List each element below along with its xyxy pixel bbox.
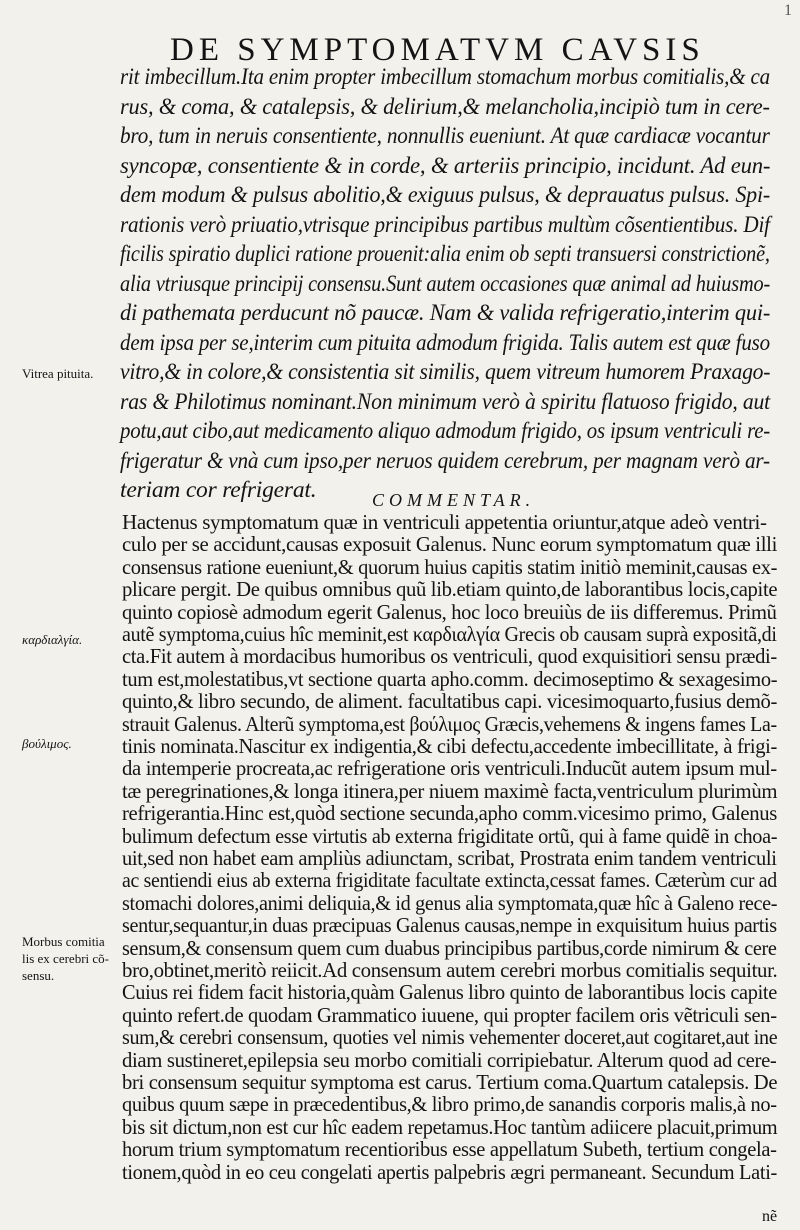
text-line: quinto refert.de quodam Grammatico iuuene, qui propter facilem oris vẽtriculi sen-	[122, 1002, 777, 1027]
text-line: rus, & coma, & catalepsis, & delirium,& melancholia,incipiò tum in cere-	[120, 93, 770, 120]
text-line: quinto,& libro secundo, de aliment. facultatibus capi. vicesimoquarto,fusius demõ-	[122, 689, 778, 714]
text-line: sentur,sequantur,in duas præcipuas Galenus causas,nempe in exquisitum huius partis	[122, 913, 777, 938]
running-head: DE SYMPTOMATVM CAVSIS	[170, 32, 705, 68]
text-line: culo per se accidunt,causas exposuit Galenus. Nunc eorum symptomatum quæ illi	[122, 532, 778, 557]
text-line: sum,& cerebri consensum, quoties vel nimis vehementer doceret,aut cogitaret,aut ine	[122, 1025, 778, 1050]
text-line: dem modum & pulsus abolitio,& exiguus pulsus, & deprauatus pulsus. Spi-	[120, 182, 771, 208]
text-line: refrigerantia.Hinc est,quòd sectione secunda,apho comm.vicesimo primo, Galenus	[122, 801, 777, 826]
text-line: quibus quum sæpe in præcedentibus,& libro primo,de sanandis corporis malis,à no-	[122, 1092, 777, 1117]
text-line: rit imbecillum.Ita enim propter imbecillum stomachum morbus comitialis,& ca	[120, 64, 770, 90]
text-line: consensus ratione eueniunt,& quorum huius capitis statim initiò meminit,causas ex-	[122, 554, 778, 579]
marginal-note-vitrea-pituita: Vitrea pituita.	[22, 366, 94, 381]
text-line: tæ peregrinationes,& longa itinera,per niuem maximè facta,ventriculum plurimùm	[122, 778, 778, 803]
text-line: syncopæ, consentiente & in corde, & arteriis principio, incidunt. Ad eun-	[120, 152, 771, 179]
text-line: tionem,quòd in eo ceu congelati apertis palpebris ægri permaneant. Secundum Lati-	[122, 1159, 777, 1184]
text-line: ras & Philotimus nominant.Non minimum verò à spiritu flatuoso frigido, aut	[120, 388, 770, 415]
text-line: potu,aut cibo,aut medicamento aliquo admodum frigido, os ipsum ventriculi re-	[120, 418, 771, 444]
text-line: sensum,& consensum quem cum duabus principibus partibus,corde nimirum & cere	[122, 935, 777, 960]
text-line: dem ipsa per se,interim cum pituita admodum frigida. Talis autem est quæ fuso	[120, 329, 770, 356]
catchword: nẽ	[762, 1208, 778, 1225]
text-line: strauit Galenus. Alterũ symptoma,est βούλιμος Græcis,vehemens & ingens fames La-	[122, 711, 777, 736]
text-line: teriam cor refrigerat.	[120, 477, 317, 503]
marginal-note-morbus-line-3: sensu.	[22, 968, 55, 983]
text-line: alia vtriusque principij consensu.Sunt autem occasiones quæ animal ad huiusmo-	[120, 270, 771, 297]
text-line: bro,obtinet,meritò reiicit.Ad consensum autem cerebri morbus comitialis sequitur.	[122, 958, 778, 982]
text-line: autẽ symptoma,cuius hîc meminit,est καρδιαλγία Grecis ob causam suprà expositã,di	[122, 622, 777, 646]
text-line: horum trium symptomatum recentioribus esse appellatum Subeth, tertium congela-	[122, 1137, 777, 1162]
page-number-mark: 1	[784, 2, 792, 19]
text-line: bulimum defectum esse virtutis ab externa frigiditate ortũ, qui à fame quidẽ in choa-	[122, 823, 778, 848]
marginal-note-kardialgia: καρδιαλγία.	[22, 632, 83, 647]
text-line: da intemperie procreata,ac refrigeratione oris ventriculi.Inducũt autem ipsum mul-	[122, 756, 777, 781]
text-line: bri consensum sequitur symptoma est carus. Tertium coma.Quartum catalepsis. De	[122, 1070, 778, 1094]
text-line: di pathemata perducunt nõ paucæ. Nam & valida refrigeratio,interim qui-	[120, 300, 771, 326]
text-line: rationis verò priuatio,vtrisque principibus partibus multùm cõsentientibus. Dif	[120, 211, 770, 238]
text-line: quinto copiosè admodum egerit Galenus, hoc loco breuiùs de iis differemus. Primũ	[122, 599, 777, 624]
marginal-note-morbus-line-1: Morbus comitia	[22, 934, 105, 949]
text-line: diam sustineret,epilepsia seu morbo comitiali corripiebatur. Alterum quod ad cere-	[122, 1047, 777, 1072]
text-line: ac sentiendi eius ab externa frigiditate facultate extincta,cessat fames. Cæterùm cur ad	[122, 868, 777, 893]
marginal-note-morbus-line-2: lis ex cerebri cõ-	[22, 951, 109, 966]
marginal-note-boulimos: βούλιμος.	[22, 736, 72, 751]
text-line: tum est,molestatibus,vt sectione quarta apho.comm. decimoseptimo & sexagesimo-	[122, 666, 778, 691]
text-line: stomachi dolores,animi deliquia,& id genus alia symptomata,quæ hîc à Galeno rece-	[122, 890, 778, 915]
text-line: cta.Fit autem à mordacibus humoribus os ventriculi, quod exquisitiori sensu prædi-	[122, 644, 777, 669]
text-line: vitro,& in colore,& consistentia sit similis, quem vitreum humorem Praxago-	[120, 359, 771, 385]
text-line: bis sit dictum,non est cur hîc eadem repetamus.Hoc tantùm adiicere placuit,primum	[122, 1114, 778, 1139]
text-line: bro, tum in neruis consentiente, nonnullis eueniunt. At quæ cardiacæ vocantur	[120, 123, 770, 149]
comment-heading: COMMENTAR.	[372, 490, 536, 510]
text-line: plicare pergit. De quibus omnibus quũ lib.etiam quinto,de laborantibus locis,capite	[122, 577, 778, 602]
text-line: uit,sed non habet eam ampliùs adiunctam, scribat, Prostrata enim tandem ventriculi	[122, 846, 777, 870]
text-line: tinis nominata.Nascitur ex indigentia,& cibi defectu,accedente imbecillitate, à frigi-	[122, 734, 777, 758]
text-line: Hactenus symptomatum quæ in ventriculi appetentia oriuntur,atque adeò ventri-	[122, 510, 767, 534]
text-line: frigeratur & vnà cum ipso,per neruos quidem cerebrum, per magnam verò ar-	[120, 447, 770, 474]
text-line: Cuius rei fidem facit historia,quàm Galenus libro quinto de laborantibus locis capite	[122, 980, 777, 1005]
text-line: ficilis spiratio duplici ratione prouenit:alia enim ob septi transuersi constrictionẽ,	[120, 241, 770, 267]
